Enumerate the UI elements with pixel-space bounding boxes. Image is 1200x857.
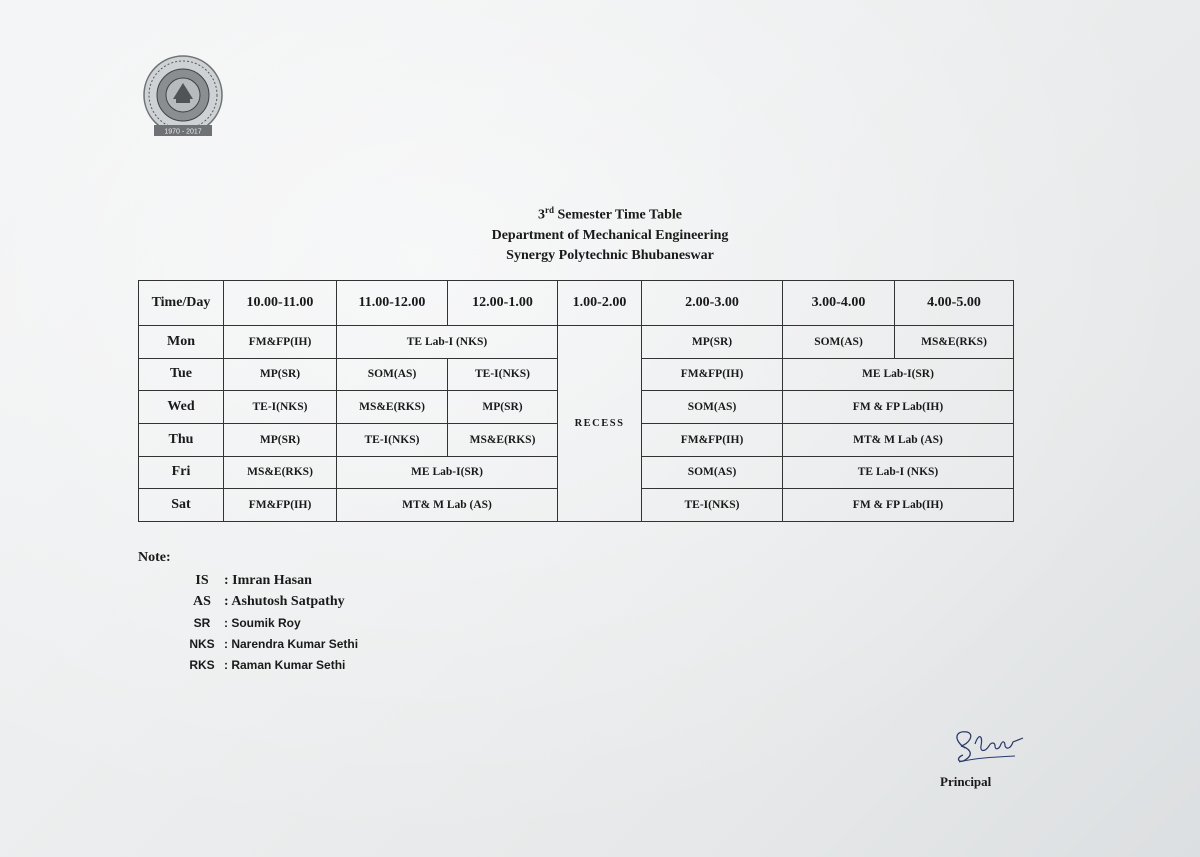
header-cell: 4.00-5.00 — [895, 281, 1014, 326]
semester-title — [400, 200, 820, 226]
class-cell: SOM(AS) — [337, 358, 448, 391]
legend-name: : Imran Hasan — [224, 572, 312, 588]
day-cell: Fri — [139, 456, 224, 489]
class-cell: MP(SR) — [224, 423, 337, 456]
class-cell: SOM(AS) — [783, 326, 895, 359]
semester-number: 3 — [538, 207, 546, 223]
class-cell: MT& M Lab (AS) — [337, 489, 558, 522]
class-cell: FM&FP(IH) — [224, 489, 337, 522]
header-cell: 3.00-4.00 — [783, 281, 895, 326]
document-header — [400, 200, 820, 266]
class-cell: TE-I(NKS) — [337, 423, 448, 456]
legend-item — [180, 633, 358, 654]
day-cell: Sat — [139, 489, 224, 522]
class-cell: TE-I(NKS) — [448, 358, 558, 391]
table-row — [139, 326, 1014, 359]
class-cell: SOM(AS) — [642, 456, 783, 489]
class-cell: MP(SR) — [224, 358, 337, 391]
principal-signature — [945, 722, 1035, 768]
header-cell: 11.00-12.00 — [337, 281, 448, 326]
class-cell: ME Lab-I(SR) — [337, 456, 558, 489]
note-title: Note: — [138, 550, 171, 565]
logo-years: 1970 - 2017 — [164, 128, 202, 136]
legend-code: AS — [193, 593, 211, 609]
header-cell: 2.00-3.00 — [642, 281, 783, 326]
class-cell: MS&E(RKS) — [224, 456, 337, 489]
legend-item — [180, 570, 358, 591]
day-cell: Thu — [139, 423, 224, 456]
day-cell: Tue — [139, 358, 224, 391]
legend-item — [180, 654, 358, 675]
timetable — [138, 280, 1014, 522]
legend-item — [180, 591, 358, 612]
header-row — [139, 281, 1014, 326]
legend-name: : Ashutosh Satpathy — [224, 593, 345, 609]
legend-code: NKS — [189, 636, 215, 651]
class-cell: MS&E(RKS) — [337, 391, 448, 424]
class-cell: TE-I(NKS) — [642, 489, 783, 522]
department-name: Department of Mechanical Engineering — [491, 227, 729, 243]
semester-suffix: rd — [545, 205, 555, 215]
legend-code: IS — [195, 572, 209, 588]
class-cell: TE Lab-I (NKS) — [783, 456, 1014, 489]
class-cell: ME Lab-I(SR) — [783, 358, 1014, 391]
class-cell: FM & FP Lab(IH) — [783, 391, 1014, 424]
day-cell: Mon — [139, 326, 224, 359]
legend-name: : Soumik Roy — [224, 615, 301, 630]
semester-title-text: Semester Time Table — [557, 207, 682, 223]
recess-cell: RECESS — [558, 326, 642, 522]
class-cell: MP(SR) — [448, 391, 558, 424]
institute-logo — [140, 55, 226, 141]
class-cell: MP(SR) — [642, 326, 783, 359]
institute-name: Synergy Polytechnic Bhubaneswar — [506, 247, 714, 263]
class-cell: FM&FP(IH) — [224, 326, 337, 359]
class-cell: MS&E(RKS) — [895, 326, 1014, 359]
class-cell: FM&FP(IH) — [642, 423, 783, 456]
legend-code: SR — [193, 615, 211, 630]
legend-code: RKS — [189, 657, 215, 672]
principal-label: Principal — [940, 774, 992, 789]
class-cell: FM&FP(IH) — [642, 358, 783, 391]
class-cell: TE Lab-I (NKS) — [337, 326, 558, 359]
header-cell: 1.00-2.00 — [558, 281, 642, 326]
class-cell: TE-I(NKS) — [224, 391, 337, 424]
faculty-legend — [180, 570, 358, 675]
header-cell: Time/Day — [139, 281, 224, 326]
class-cell: MS&E(RKS) — [448, 423, 558, 456]
class-cell: SOM(AS) — [642, 391, 783, 424]
header-cell: 10.00-11.00 — [224, 281, 337, 326]
class-cell: FM & FP Lab(IH) — [783, 489, 1014, 522]
legend-name: : Raman Kumar Sethi — [224, 657, 346, 672]
header-cell: 12.00-1.00 — [448, 281, 558, 326]
legend-item — [180, 612, 358, 633]
day-cell: Wed — [139, 391, 224, 424]
class-cell: MT& M Lab (AS) — [783, 423, 1014, 456]
legend-name: : Narendra Kumar Sethi — [224, 636, 359, 651]
